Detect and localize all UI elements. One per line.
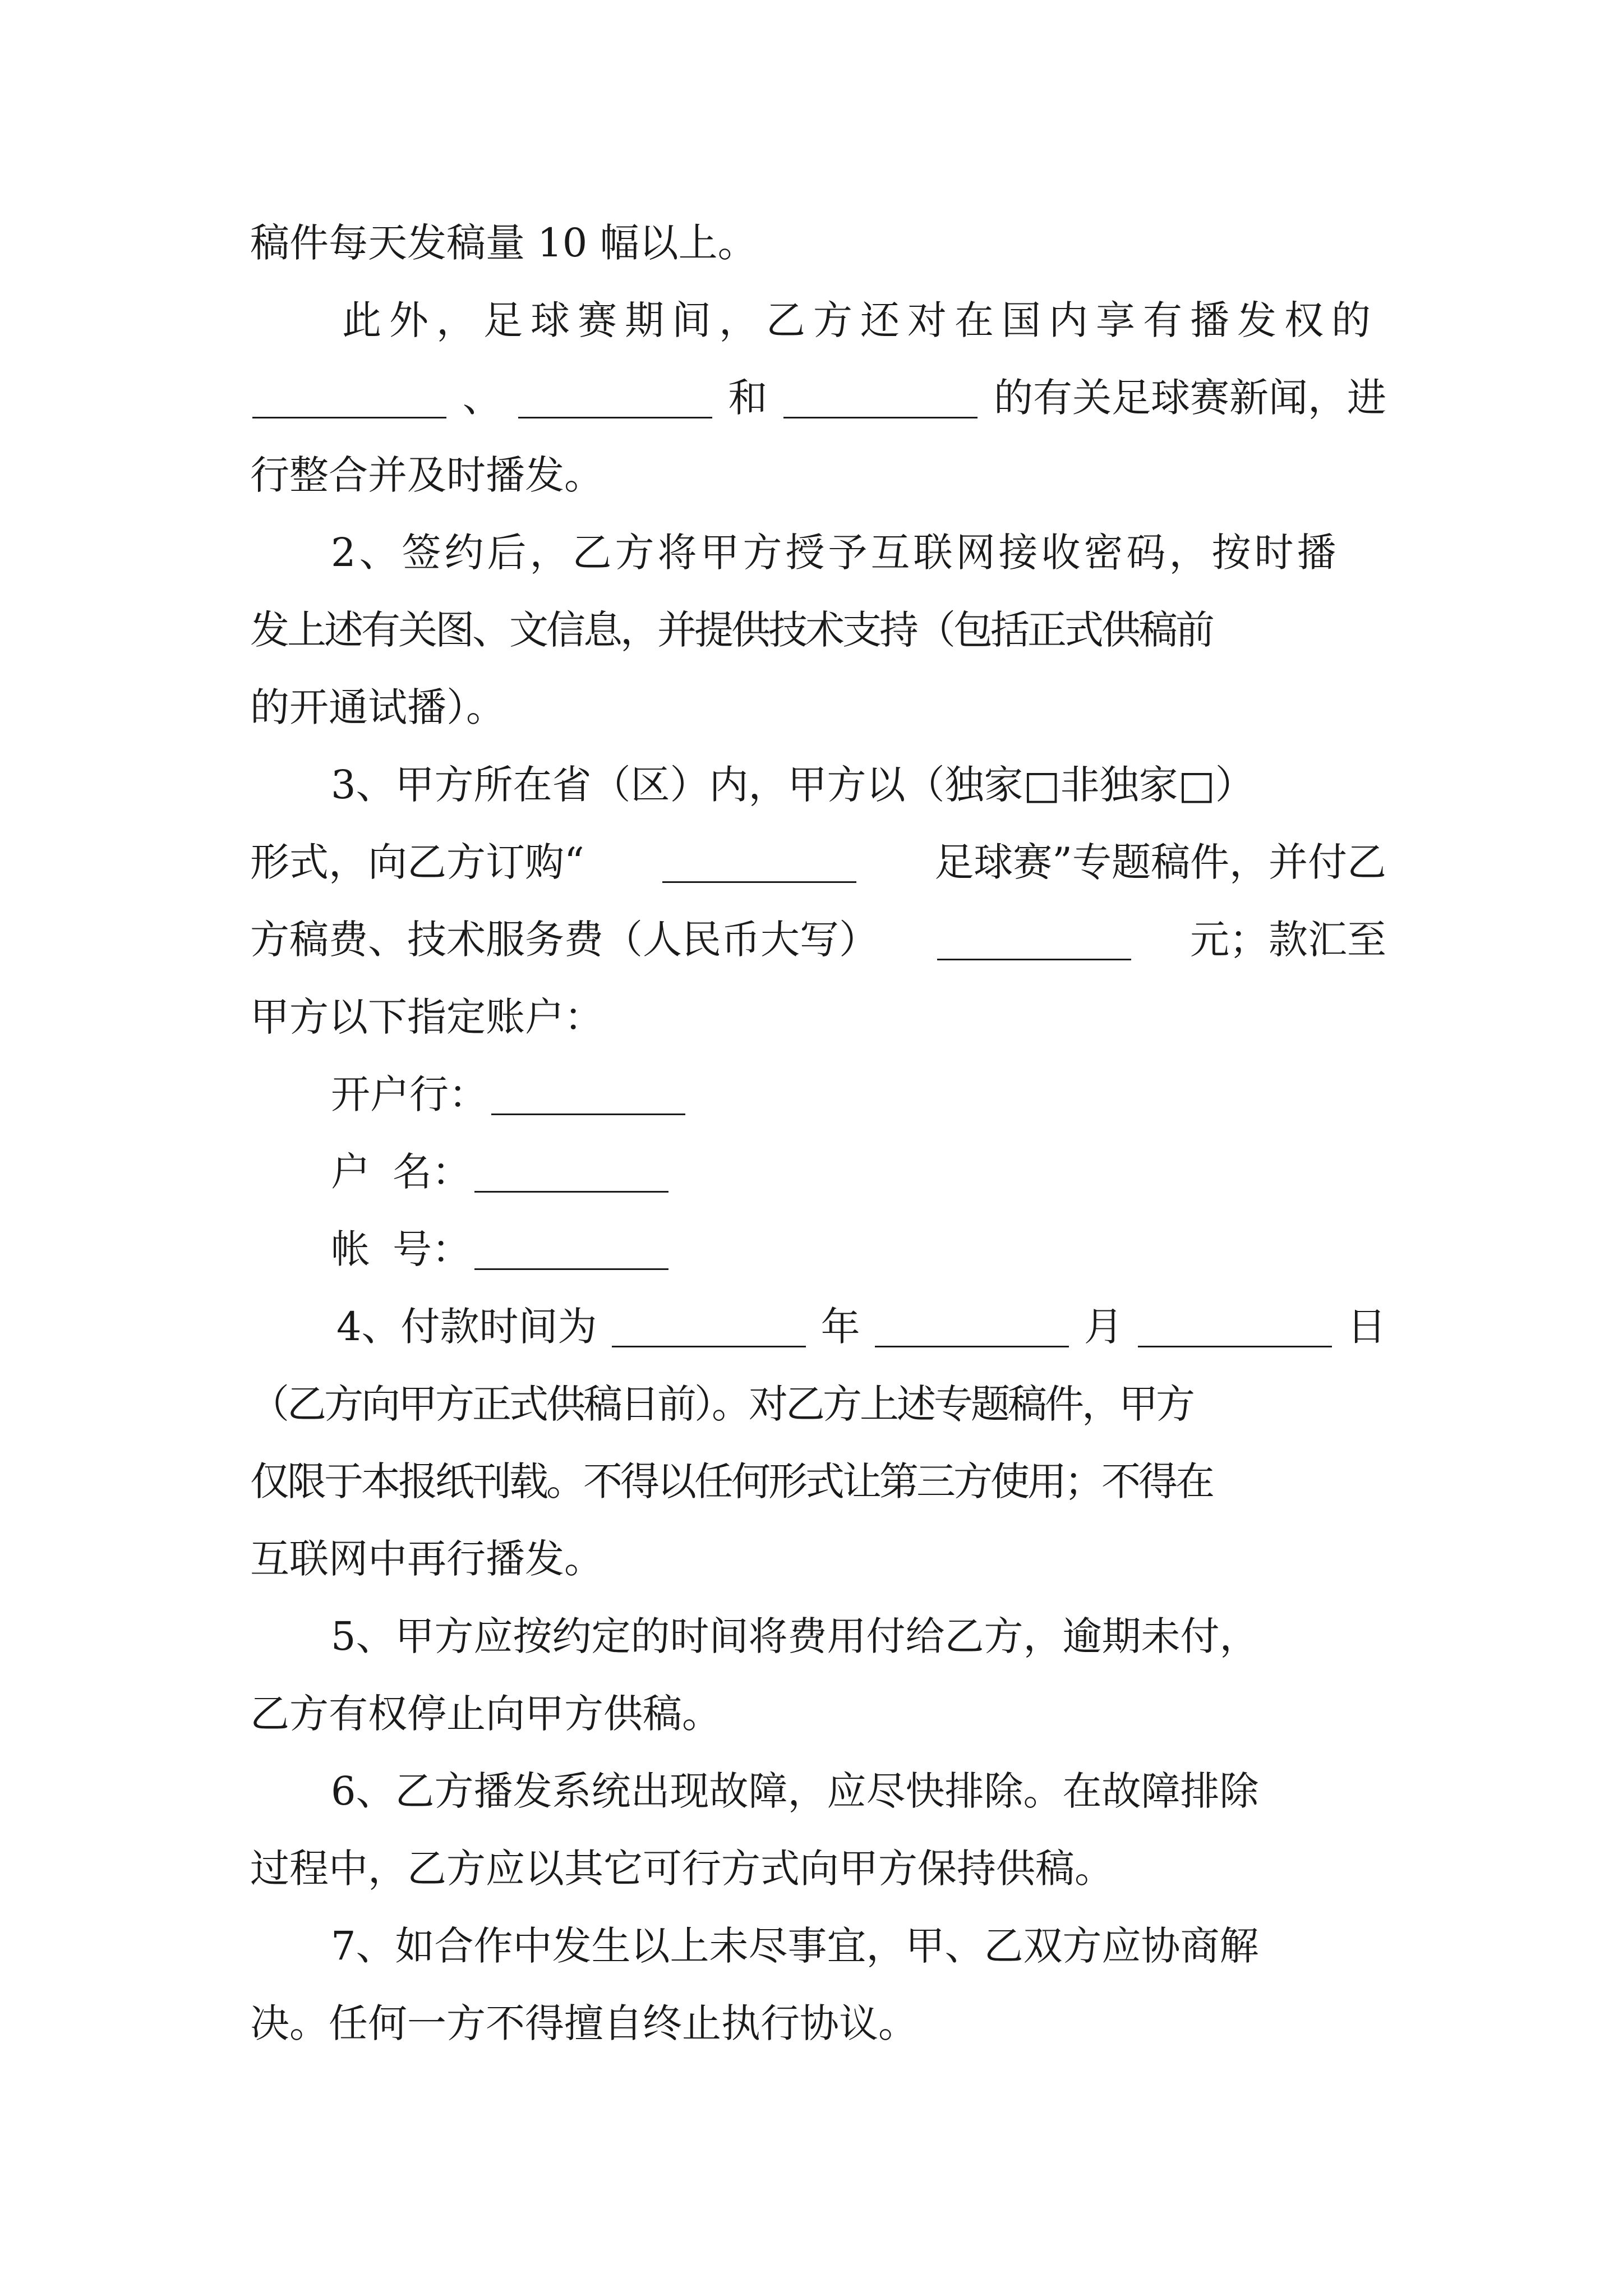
text-span: 的开通试播）。 (250, 684, 505, 730)
text-span: 稿件每天发稿量 10 幅以上。 (250, 220, 757, 266)
blank-field-5[interactable] (937, 919, 1131, 960)
text-line-18 (250, 1528, 1386, 1590)
text-span: 月 (1083, 1304, 1123, 1350)
text-span: 乙方有权停止向甲方供稿。 (250, 1691, 721, 1737)
text-span: 2、签约后，乙方将甲方授予互联网接收密码，按时播 (331, 530, 1340, 576)
text-span: 号： (393, 1226, 471, 1272)
blank-field-1[interactable] (252, 378, 446, 418)
text-line-6 (250, 599, 1386, 661)
text-span: 6、乙方播发系统出现故障，应尽快排除。在故障排除 (331, 1768, 1259, 1814)
text-line-11 (250, 986, 1386, 1048)
text-line-23 (331, 1915, 1386, 1977)
text-span: 过程中，乙方应以其它可行方式向甲方保持供稿。 (250, 1846, 1114, 1892)
text-span: 的有关足球赛新闻，进 (993, 375, 1386, 421)
text-span: （乙方向甲方正式供稿日前）。对乙方上述专题稿件，甲方 (250, 1381, 1193, 1427)
text-span: 仅限于本报纸刊载。不得以任何形式让第三方使用；不得在 (250, 1458, 1212, 1504)
text-span: 发上述有关图、文信息，并提供技术支持（包括正式供稿前 (250, 607, 1212, 653)
text-span: 和 (728, 375, 768, 421)
account-number-field[interactable] (474, 1229, 668, 1270)
text-line-20 (250, 1683, 1386, 1745)
text-span: 5、甲方应按约定的时间将费用付给乙方，逾期未付， (331, 1613, 1259, 1659)
text-span: 4、付款时间为 (336, 1304, 597, 1350)
text-line-1 (250, 212, 1386, 274)
text-span: 甲方以下指定账户： (250, 994, 603, 1040)
text-line-24 (250, 1993, 1386, 2054)
text-line-8 (331, 754, 1386, 816)
month-field[interactable] (875, 1306, 1069, 1347)
blank-field-2[interactable] (518, 378, 712, 418)
text-line-4 (250, 444, 1386, 506)
text-line-17 (250, 1451, 1386, 1512)
bank-name-field[interactable] (491, 1074, 685, 1115)
text-span: 决。任何一方不得擅自终止执行协议。 (250, 2000, 917, 2046)
text-span: 户 (331, 1149, 370, 1195)
text-span: 此外，足球赛期间，乙方还对在国内享有播发权的 (342, 297, 1378, 343)
text-span: 7、如合作中发生以上未尽事宜，甲、乙双方应协商解 (331, 1923, 1259, 1969)
text-span: 年 (820, 1304, 860, 1350)
text-line-19 (331, 1605, 1386, 1667)
text-span: 开户行： (331, 1071, 488, 1117)
text-span: 行整合并及时播发。 (250, 452, 603, 498)
account-name-field[interactable] (474, 1152, 668, 1193)
text-line-5 (331, 522, 1386, 583)
text-span: 名： (393, 1149, 471, 1195)
text-line-9 (250, 831, 1386, 893)
text-span: 3、甲方所在省（区）内，甲方以（独家□非独家□） (331, 762, 1255, 808)
text-line-14 (331, 1218, 1386, 1280)
text-line-13 (331, 1141, 1386, 1203)
text-span: 方稿费、技术服务费（人民币大写） (250, 917, 878, 963)
text-span: 、 (462, 375, 502, 421)
text-span: 日 (1347, 1304, 1386, 1350)
text-span: 形式，向乙方订购“ (250, 839, 584, 885)
text-span: 元；款汇至 (1190, 917, 1386, 963)
text-line-21 (331, 1760, 1386, 1822)
text-line-7 (250, 677, 1386, 738)
text-line-12 (331, 1064, 1386, 1125)
blank-field-4[interactable] (662, 842, 856, 883)
text-span: 足球赛”专题稿件，并付乙 (934, 839, 1386, 885)
blank-field-3[interactable] (783, 378, 978, 418)
text-span: 互联网中再行播发。 (250, 1536, 603, 1582)
text-line-3 (250, 367, 1386, 429)
year-field[interactable] (612, 1306, 806, 1347)
day-field[interactable] (1138, 1306, 1332, 1347)
text-line-2 (342, 289, 1386, 351)
text-line-15 (336, 1296, 1386, 1358)
text-span: 帐 (331, 1226, 370, 1272)
text-line-22 (250, 1838, 1386, 1899)
text-line-16 (250, 1373, 1386, 1435)
text-line-10 (250, 909, 1386, 970)
